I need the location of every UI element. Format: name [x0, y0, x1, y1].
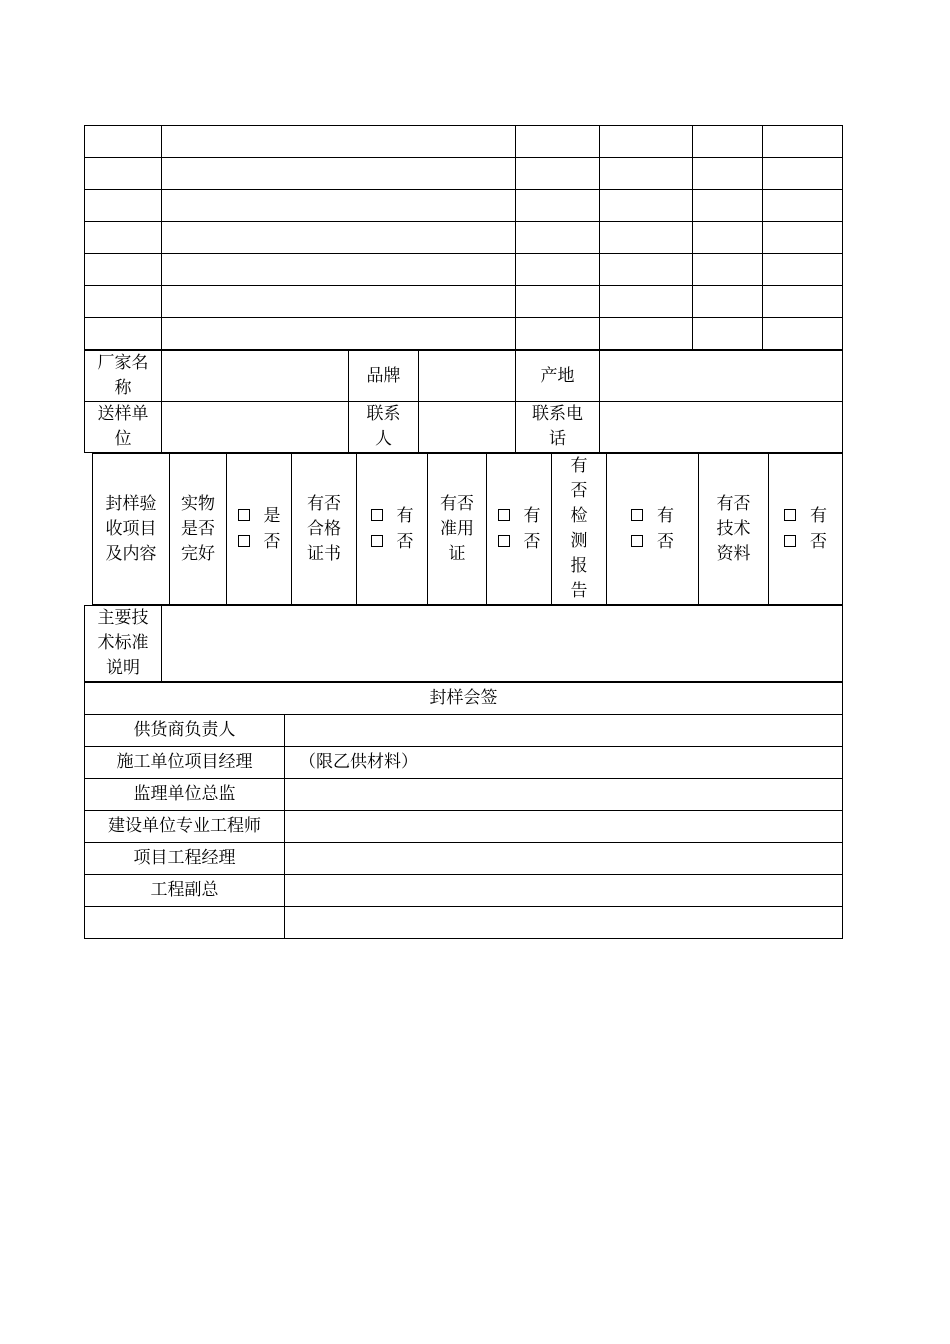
table-cell[interactable] [85, 190, 162, 222]
table-cell[interactable] [600, 222, 693, 254]
check-options[interactable]: 有 否 [357, 454, 428, 605]
table-cell[interactable] [693, 222, 763, 254]
checkbox-icon[interactable] [371, 535, 383, 547]
table-cell[interactable] [162, 254, 516, 286]
signoff-title: 封样会签 [85, 683, 843, 715]
table-cell[interactable] [162, 222, 516, 254]
table-cell[interactable] [693, 126, 763, 158]
table-cell[interactable] [516, 286, 600, 318]
checkbox-icon[interactable] [371, 509, 383, 521]
signoff-table [84, 682, 843, 939]
table-cell[interactable] [516, 190, 600, 222]
table-cell[interactable] [763, 254, 843, 286]
inspection-label: 封样验收项目及内容 [93, 454, 170, 605]
table-cell[interactable] [162, 126, 516, 158]
table-cell[interactable] [693, 286, 763, 318]
signoff-signature-field[interactable] [285, 779, 843, 811]
table-cell[interactable] [600, 126, 693, 158]
tech-standard-table [84, 605, 843, 682]
table-cell[interactable] [693, 190, 763, 222]
table-cell[interactable] [600, 286, 693, 318]
table-cell[interactable] [763, 286, 843, 318]
manufacturer-field[interactable] [162, 351, 349, 402]
check-options[interactable]: 有 否 [487, 454, 552, 605]
checkbox-icon[interactable] [498, 509, 510, 521]
table-cell[interactable] [516, 318, 600, 350]
table-cell[interactable] [162, 190, 516, 222]
table-cell[interactable] [693, 318, 763, 350]
signoff-row [85, 843, 843, 875]
checkbox-icon[interactable] [238, 509, 250, 521]
table-cell[interactable] [763, 318, 843, 350]
signoff-signature-field[interactable] [285, 875, 843, 907]
inspection-table [92, 453, 843, 605]
signoff-row [85, 875, 843, 907]
table-cell[interactable] [85, 158, 162, 190]
signoff-role: 建设单位专业工程师 [85, 811, 285, 843]
sample-sealing-form [84, 125, 842, 939]
contact-field[interactable] [419, 402, 516, 453]
checkbox-icon[interactable] [631, 509, 643, 521]
phone-field[interactable] [600, 402, 843, 453]
signoff-signature-field[interactable] [285, 715, 843, 747]
items-table [84, 125, 843, 350]
check-item-label: 有否合格证书 [292, 454, 357, 605]
table-row [85, 318, 843, 350]
table-cell[interactable] [600, 158, 693, 190]
signoff-row [85, 811, 843, 843]
table-row [85, 254, 843, 286]
signoff-role: 供货商负责人 [85, 715, 285, 747]
signoff-role: 项目工程经理 [85, 843, 285, 875]
signoff-signature-field[interactable] [285, 811, 843, 843]
table-cell[interactable] [763, 158, 843, 190]
table-row [85, 158, 843, 190]
table-cell[interactable] [693, 158, 763, 190]
manufacturer-row [85, 351, 843, 402]
check-item-label: 实物是否完好 [170, 454, 227, 605]
table-cell[interactable] [600, 190, 693, 222]
sender-field[interactable] [162, 402, 349, 453]
check-item-label: 有否技术资料 [699, 454, 769, 605]
origin-label: 产地 [516, 351, 600, 402]
checkbox-icon[interactable] [784, 509, 796, 521]
info-table [84, 350, 843, 453]
table-cell[interactable] [763, 126, 843, 158]
table-cell[interactable] [85, 286, 162, 318]
signoff-row [85, 779, 843, 811]
table-cell[interactable] [516, 254, 600, 286]
table-cell[interactable] [162, 286, 516, 318]
manufacturer-label: 厂家名称 [85, 351, 162, 402]
table-cell[interactable] [85, 318, 162, 350]
table-row [85, 126, 843, 158]
check-item-label: 有否检测报告 [552, 454, 607, 605]
checkbox-icon[interactable] [784, 535, 796, 547]
table-cell[interactable] [693, 254, 763, 286]
sender-row [85, 402, 843, 453]
signoff-signature-field[interactable] [285, 907, 843, 939]
tech-standard-field[interactable] [162, 606, 843, 682]
table-cell[interactable] [516, 126, 600, 158]
origin-field[interactable] [600, 351, 843, 402]
brand-label: 品牌 [349, 351, 419, 402]
signoff-role [85, 907, 285, 939]
table-cell[interactable] [600, 254, 693, 286]
checkbox-icon[interactable] [238, 535, 250, 547]
brand-field[interactable] [419, 351, 516, 402]
signoff-role: 施工单位项目经理 [85, 747, 285, 779]
table-cell[interactable] [85, 254, 162, 286]
signoff-signature-field[interactable] [285, 843, 843, 875]
check-options[interactable]: 有 否 [607, 454, 699, 605]
table-row [85, 222, 843, 254]
signoff-row [85, 747, 843, 779]
signoff-row [85, 907, 843, 939]
signoff-row [85, 715, 843, 747]
table-row [85, 190, 843, 222]
signoff-signature-field[interactable]: （限乙供材料） [285, 747, 843, 779]
table-cell[interactable] [516, 222, 600, 254]
table-cell[interactable] [162, 158, 516, 190]
table-cell[interactable] [85, 126, 162, 158]
sender-label: 送样单位 [85, 402, 162, 453]
checkbox-icon[interactable] [498, 535, 510, 547]
signoff-role: 监理单位总监 [85, 779, 285, 811]
check-options[interactable]: 是 否 [227, 454, 292, 605]
table-cell[interactable] [516, 158, 600, 190]
check-options[interactable]: 有 否 [769, 454, 843, 605]
tech-standard-label: 主要技术标准说明 [85, 606, 162, 682]
table-cell[interactable] [85, 222, 162, 254]
table-cell[interactable] [763, 222, 843, 254]
phone-label: 联系电话 [516, 402, 600, 453]
inspection-row [93, 454, 843, 605]
check-item-label: 有否准用证 [428, 454, 487, 605]
table-cell[interactable] [763, 190, 843, 222]
checkbox-icon[interactable] [631, 535, 643, 547]
table-cell[interactable] [162, 318, 516, 350]
signoff-role: 工程副总 [85, 875, 285, 907]
table-cell[interactable] [600, 318, 693, 350]
contact-label: 联系人 [349, 402, 419, 453]
table-row [85, 286, 843, 318]
